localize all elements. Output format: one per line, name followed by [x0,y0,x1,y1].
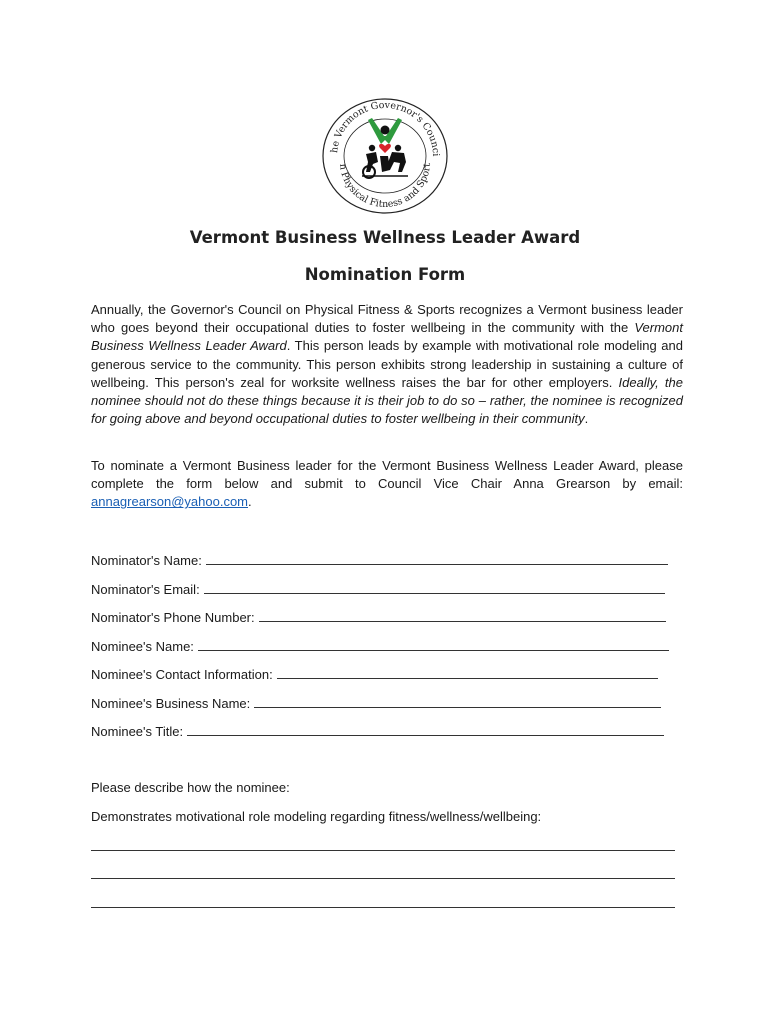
field-nominee-contact [91,665,683,684]
field-label: Nominee's Contact Information: [91,667,273,682]
nominee-contact-input[interactable] [277,665,658,679]
answer-line-1[interactable] [91,849,675,851]
field-nominator-name [91,551,683,570]
field-nominator-email [91,580,683,599]
field-nominee-name [91,637,683,656]
page-title: Vermont Business Wellness Leader Award [189,228,581,247]
intro-paragraph [91,301,683,428]
nominee-name-input[interactable] [198,637,669,651]
field-nominator-phone [91,608,683,627]
describe-prompt: Please describe how the nominee: [91,780,290,795]
nominator-name-input[interactable] [206,551,668,565]
intro-italic-note: Ideally, the nominee should not do these things because it is their job to do so – rather, the nominee is recognized for going above and beyond occupational duties to foster wellbeing in their community [91,374,683,427]
intro-end: . [584,411,589,427]
award-name: Vermont Business Wellness Leader Award [91,320,683,354]
intro-text-a: Annually, the Governor's Council on Physical Fitness & Sports recognizes a Vermont business leader who goes beyond their occupational duties to foster wellbeing in the community with the [91,302,683,336]
nominee-title-input[interactable] [187,722,664,736]
email-link[interactable]: annagrearson@yahoo.com [91,494,249,510]
field-label: Nominator's Email: [91,582,200,597]
council-logo [318,96,452,216]
answer-line-2[interactable] [91,877,675,879]
nominator-email-input[interactable] [204,580,665,594]
nominator-phone-input[interactable] [259,608,666,622]
intro-text-b: . This person leads by example with motivational role modeling and generous service to the community. This person exhibits strong leadership in sustaining a culture of wellbeing. This person's zeal for worksite wellness raises the bar for other employers. [91,338,683,390]
council-seal-icon [318,96,452,216]
field-label: Nominator's Name: [91,553,202,568]
instructions-paragraph [91,457,683,512]
field-label: Nominee's Business Name: [91,696,251,711]
seal-bottom-text: n Physical Fitness and Sport [336,162,434,211]
field-label: Nominee's Name: [91,639,194,654]
instructions-end: . [248,494,252,510]
question-1-label: Demonstrates motivational role modeling regarding fitness/wellness/wellbeing: [91,809,542,824]
form-subtitle: Nomination Form [304,265,466,284]
instructions-text: To nominate a Vermont Business leader for the Vermont Business Wellness Leader Award, please complete the form below and submit to Council Vice Chair Anna Grearson by email: [91,458,683,492]
answer-line-3[interactable] [91,906,675,908]
field-label: Nominator's Phone Number: [91,610,255,625]
field-nominee-title [91,722,683,741]
field-nominee-business [91,694,683,713]
field-label: Nominee's Title: [91,724,184,739]
seal-top-text: he Vermont Governor's Counci [329,99,442,157]
nominee-business-input[interactable] [254,694,661,708]
